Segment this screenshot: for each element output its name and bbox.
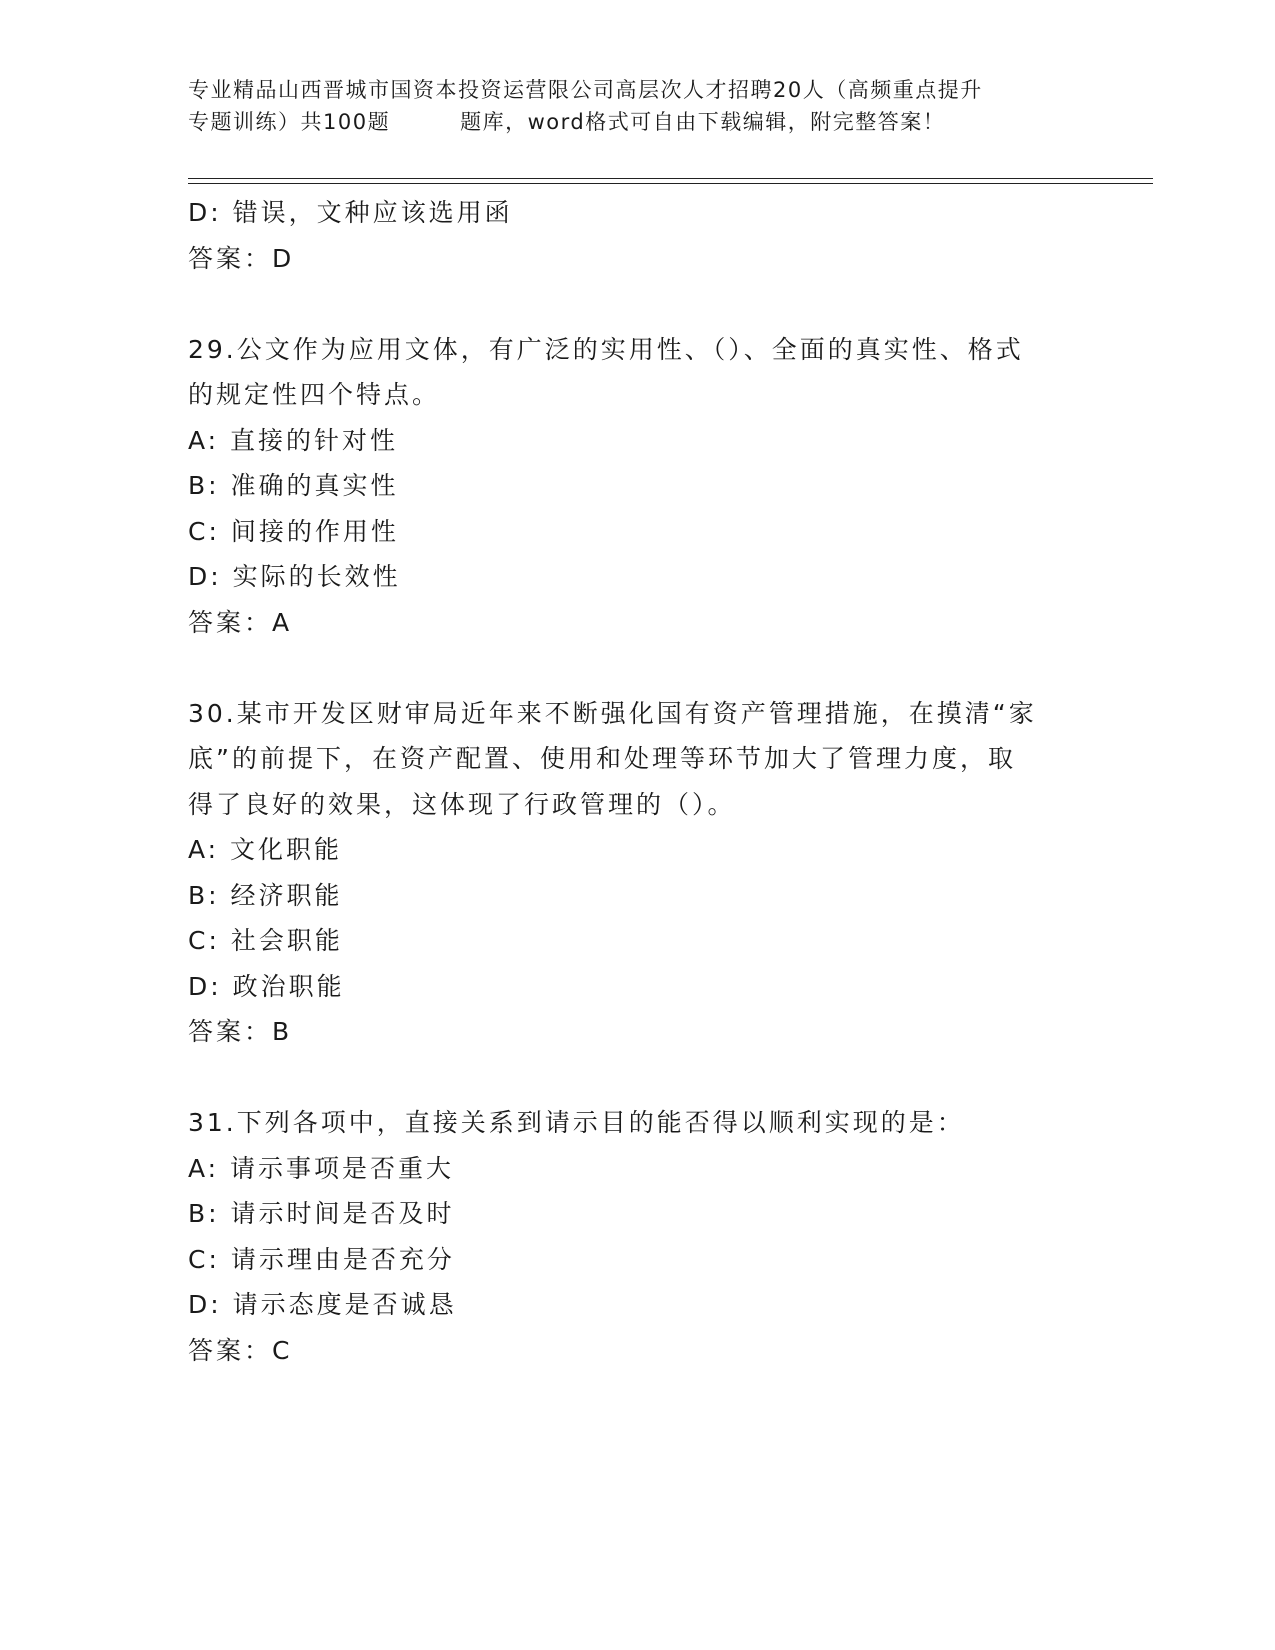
option-d: D: 实际的长效性 (188, 562, 401, 591)
header-line-2-part-2: 题库，word格式可自由下载编辑，附完整答案！ (460, 110, 946, 134)
option-c: C: 请示理由是否充分 (188, 1244, 455, 1274)
header-divider-top (188, 178, 1153, 179)
header-line-2-part-1: 专题训练）共100题 (188, 110, 391, 134)
header-line-2 (188, 106, 1088, 138)
header-line-1: 专业精品山西晋城市国资本投资运营限公司高层次人才招聘20人（高频重点提升 (188, 78, 983, 102)
question-stem: 30.某市开发区财审局近年来不断强化国有资产管理措施，在摸清“家 (188, 698, 1037, 728)
answer: 答案：D (188, 243, 295, 273)
option-b: B: 准确的真实性 (188, 471, 399, 500)
option-a: A: 直接的针对性 (188, 425, 399, 455)
question-31 (188, 1100, 1088, 1373)
option-c: C: 社会职能 (188, 926, 343, 955)
answer: 答案：C (188, 1335, 293, 1365)
answer: 答案：B (188, 1017, 293, 1046)
question-stem-continued: 得了良好的效果，这体现了行政管理的（）。 (188, 789, 736, 819)
option-b: B: 请示时间是否及时 (188, 1199, 455, 1228)
option-b: B: 经济职能 (188, 880, 343, 910)
answer: 答案：A (188, 607, 293, 637)
header-divider-bottom (188, 183, 1153, 184)
question-stem: 31.下列各项中，直接关系到请示目的能否得以顺利实现的是： (188, 1108, 965, 1137)
option-c: C: 间接的作用性 (188, 516, 399, 546)
option-d: D: 政治职能 (188, 971, 345, 1001)
option-a: A: 请示事项是否重大 (188, 1153, 455, 1183)
question-stem-continued: 的规定性四个特点。 (188, 380, 441, 409)
question-list (188, 190, 1088, 1373)
option-d: D: 错误，文种应该选用函 (188, 198, 513, 227)
question-stem: 29.公文作为应用文体，有广泛的实用性、（）、全面的真实性、格式 (188, 334, 1024, 364)
question-30 (188, 691, 1088, 1055)
question-stem-continued: 底”的前提下，在资产配置、使用和处理等环节加大了管理力度，取 (188, 744, 1016, 773)
option-d: D: 请示态度是否诚恳 (188, 1290, 457, 1319)
page-header (188, 74, 1088, 138)
option-a: A: 文化职能 (188, 835, 343, 864)
question-28-tail (188, 190, 1088, 281)
question-29 (188, 327, 1088, 646)
